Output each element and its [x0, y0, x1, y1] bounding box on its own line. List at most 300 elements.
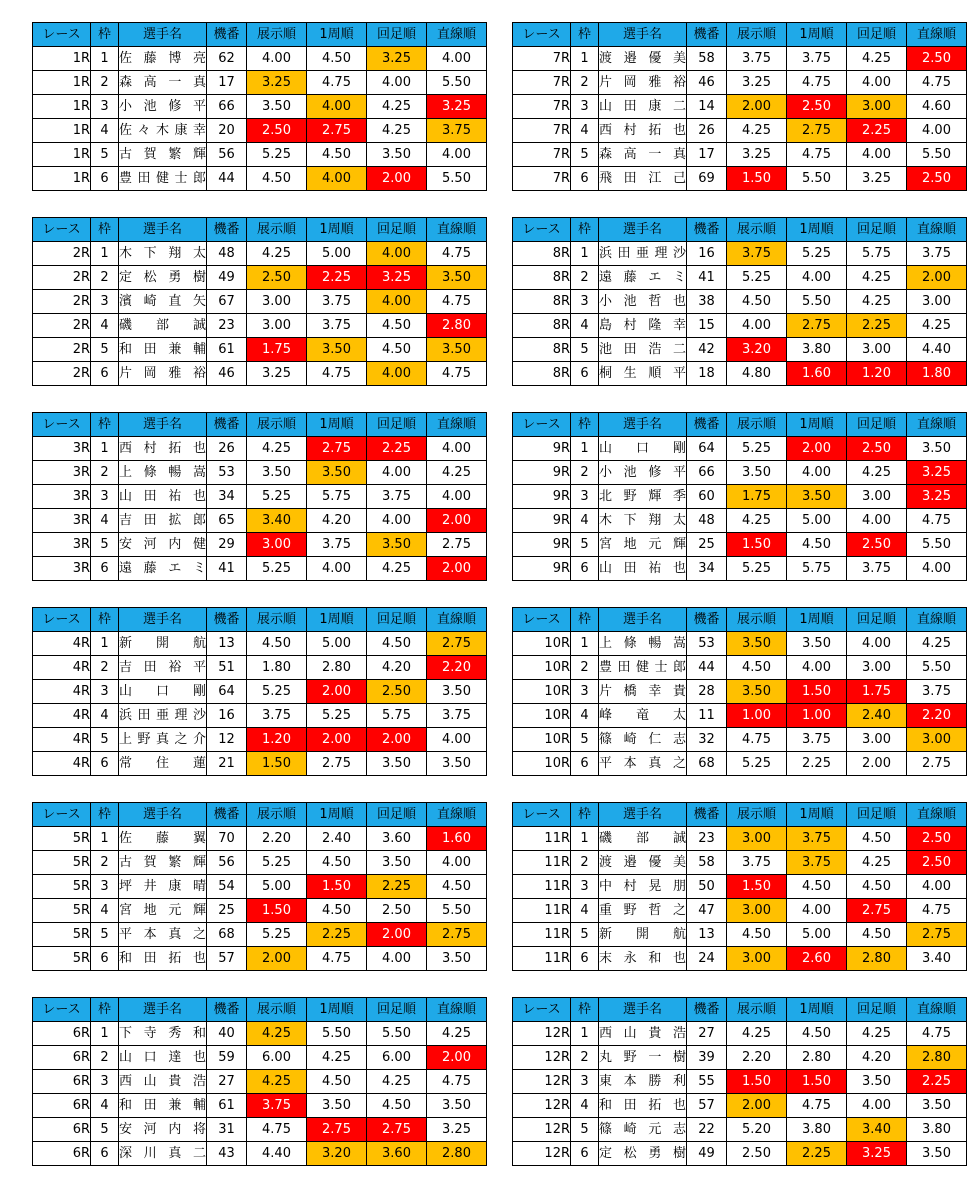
table-row: [33, 1118, 487, 1142]
race-table-7R: [512, 22, 967, 191]
racer-name: 常住蓮: [119, 752, 207, 776]
waku-number: 6: [91, 167, 119, 191]
lap-time: 4.75: [307, 947, 367, 971]
column-header: 機番: [687, 23, 727, 47]
waku-number: 6: [571, 167, 599, 191]
turn-time: 6.00: [367, 1046, 427, 1070]
race-table-6R: [32, 997, 487, 1166]
waku-number: 6: [91, 362, 119, 386]
lap-time: 5.75: [307, 485, 367, 509]
table-row: [33, 71, 487, 95]
exhibition-time: 5.00: [247, 875, 307, 899]
waku-number: 2: [91, 461, 119, 485]
racer-name: 木下翔太: [119, 242, 207, 266]
race-table-2R: [32, 217, 487, 386]
lap-time: 3.75: [307, 314, 367, 338]
lap-time: 3.75: [787, 827, 847, 851]
machine-number: 29: [207, 533, 247, 557]
straight-time: 4.25: [907, 314, 967, 338]
straight-time: 5.50: [907, 143, 967, 167]
waku-number: 4: [91, 1094, 119, 1118]
race-number: 5R: [33, 851, 91, 875]
column-header: 回足順: [847, 803, 907, 827]
column-header: 機番: [687, 413, 727, 437]
race-number: 8R: [513, 266, 571, 290]
table-row: [33, 1022, 487, 1046]
machine-number: 40: [207, 1022, 247, 1046]
straight-time: 3.50: [427, 338, 487, 362]
exhibition-time: 5.25: [247, 557, 307, 581]
table-row: [513, 947, 967, 971]
table-row: [33, 290, 487, 314]
race-number: 6R: [33, 1070, 91, 1094]
exhibition-time: 5.25: [247, 851, 307, 875]
table-row: [33, 1142, 487, 1166]
race-number: 8R: [513, 290, 571, 314]
race-number: 7R: [513, 167, 571, 191]
machine-number: 41: [687, 266, 727, 290]
race-number: 7R: [513, 71, 571, 95]
column-header: 選手名: [599, 23, 687, 47]
race-number: 7R: [513, 47, 571, 71]
turn-time: 3.60: [367, 827, 427, 851]
straight-time: 4.25: [427, 461, 487, 485]
waku-number: 6: [571, 752, 599, 776]
turn-time: 4.50: [847, 923, 907, 947]
turn-time: 4.50: [367, 314, 427, 338]
table-header-row: [513, 803, 967, 827]
racer-name: 片橋幸貴: [599, 680, 687, 704]
waku-number: 6: [571, 947, 599, 971]
lap-time: 1.00: [787, 704, 847, 728]
waku-number: 5: [571, 143, 599, 167]
column-header: 展示順: [247, 413, 307, 437]
machine-number: 17: [687, 143, 727, 167]
turn-time: 3.50: [367, 851, 427, 875]
turn-time: 2.00: [847, 752, 907, 776]
racer-name: 磯部誠: [599, 827, 687, 851]
waku-number: 5: [571, 338, 599, 362]
straight-time: 4.00: [427, 485, 487, 509]
race-table-10R: [512, 607, 967, 776]
race-number: 8R: [513, 362, 571, 386]
waku-number: 3: [91, 95, 119, 119]
race-number: 1R: [33, 167, 91, 191]
exhibition-time: 3.75: [247, 1094, 307, 1118]
race-number: 10R: [513, 632, 571, 656]
machine-number: 26: [207, 437, 247, 461]
column-header: 1周順: [307, 803, 367, 827]
machine-number: 20: [207, 119, 247, 143]
machine-number: 31: [207, 1118, 247, 1142]
straight-time: 3.50: [427, 752, 487, 776]
lap-time: 3.75: [307, 290, 367, 314]
waku-number: 6: [91, 1142, 119, 1166]
straight-time: 3.50: [427, 1094, 487, 1118]
lap-time: 4.50: [307, 143, 367, 167]
table-header-row: [513, 608, 967, 632]
table-header-row: [33, 803, 487, 827]
column-header: 選手名: [599, 803, 687, 827]
column-header: 直線順: [907, 608, 967, 632]
lap-time: 4.75: [307, 71, 367, 95]
turn-time: 3.25: [367, 266, 427, 290]
straight-time: 3.75: [427, 704, 487, 728]
exhibition-time: 2.00: [247, 947, 307, 971]
lap-time: 4.25: [307, 1046, 367, 1070]
straight-time: 5.50: [427, 71, 487, 95]
machine-number: 11: [687, 704, 727, 728]
race-number: 2R: [33, 242, 91, 266]
machine-number: 50: [687, 875, 727, 899]
lap-time: 4.00: [307, 557, 367, 581]
turn-time: 4.25: [847, 1022, 907, 1046]
race-number: 9R: [513, 557, 571, 581]
column-header: レース: [33, 998, 91, 1022]
exhibition-time: 4.50: [727, 656, 787, 680]
racer-name: 安河内健: [119, 533, 207, 557]
column-header: 1周順: [787, 413, 847, 437]
racer-name: 山口達也: [119, 1046, 207, 1070]
column-header: 展示順: [727, 23, 787, 47]
racer-name: 和田兼輔: [119, 1094, 207, 1118]
machine-number: 69: [687, 167, 727, 191]
straight-time: 4.75: [907, 509, 967, 533]
column-header: 展示順: [247, 218, 307, 242]
race-number: 4R: [33, 680, 91, 704]
exhibition-time: 1.50: [727, 1070, 787, 1094]
racer-name: 片岡雅裕: [599, 71, 687, 95]
column-header: 1周順: [787, 218, 847, 242]
turn-time: 2.25: [847, 119, 907, 143]
straight-time: 4.75: [427, 362, 487, 386]
exhibition-time: 3.25: [727, 143, 787, 167]
machine-number: 64: [687, 437, 727, 461]
lap-time: 2.00: [787, 437, 847, 461]
column-header: 選手名: [599, 218, 687, 242]
column-header: 直線順: [907, 413, 967, 437]
table-row: [513, 827, 967, 851]
waku-number: 6: [571, 362, 599, 386]
lap-time: 3.50: [307, 1094, 367, 1118]
exhibition-time: 4.25: [247, 1070, 307, 1094]
table-row: [33, 827, 487, 851]
lap-time: 4.50: [307, 47, 367, 71]
lap-time: 2.80: [307, 656, 367, 680]
lap-time: 4.50: [307, 1070, 367, 1094]
table-row: [33, 143, 487, 167]
racer-name: 宮地元輝: [599, 533, 687, 557]
column-header: 直線順: [907, 998, 967, 1022]
turn-time: 3.75: [847, 557, 907, 581]
exhibition-time: 1.50: [247, 899, 307, 923]
column-header: 回足順: [847, 218, 907, 242]
column-header: 選手名: [599, 413, 687, 437]
column-header: 1周順: [307, 413, 367, 437]
waku-number: 5: [91, 533, 119, 557]
exhibition-time: 4.50: [247, 167, 307, 191]
machine-number: 44: [207, 167, 247, 191]
exhibition-time: 3.25: [247, 71, 307, 95]
waku-number: 1: [571, 632, 599, 656]
table-header-row: [513, 998, 967, 1022]
machine-number: 12: [207, 728, 247, 752]
turn-time: 4.25: [367, 1070, 427, 1094]
racer-name: 篠崎元志: [599, 1118, 687, 1142]
table-row: [33, 875, 487, 899]
table-row: [33, 47, 487, 71]
lap-time: 1.50: [787, 1070, 847, 1094]
table-row: [513, 509, 967, 533]
column-header: 展示順: [727, 608, 787, 632]
column-header: 枠: [571, 998, 599, 1022]
machine-number: 59: [207, 1046, 247, 1070]
turn-time: 3.00: [847, 485, 907, 509]
racer-name: 東本勝利: [599, 1070, 687, 1094]
waku-number: 4: [91, 314, 119, 338]
machine-number: 32: [687, 728, 727, 752]
column-header: 機番: [207, 803, 247, 827]
exhibition-time: 4.50: [727, 290, 787, 314]
exhibition-time: 1.75: [247, 338, 307, 362]
column-header: 1周順: [307, 998, 367, 1022]
waku-number: 2: [571, 71, 599, 95]
machine-number: 54: [207, 875, 247, 899]
column-header: レース: [513, 23, 571, 47]
table-row: [33, 242, 487, 266]
machine-number: 66: [687, 461, 727, 485]
lap-time: 4.50: [307, 851, 367, 875]
exhibition-time: 5.25: [727, 266, 787, 290]
straight-time: 2.50: [907, 47, 967, 71]
straight-time: 1.80: [907, 362, 967, 386]
waku-number: 6: [571, 557, 599, 581]
racer-name: 浜田亜理沙: [599, 242, 687, 266]
machine-number: 18: [687, 362, 727, 386]
exhibition-time: 2.50: [247, 119, 307, 143]
exhibition-time: 4.50: [727, 923, 787, 947]
waku-number: 5: [571, 1118, 599, 1142]
exhibition-time: 3.50: [727, 680, 787, 704]
straight-time: 2.80: [427, 314, 487, 338]
straight-time: 3.50: [427, 266, 487, 290]
race-number: 6R: [33, 1022, 91, 1046]
racer-name: 磯部誠: [119, 314, 207, 338]
exhibition-time: 3.75: [727, 242, 787, 266]
machine-number: 23: [207, 314, 247, 338]
exhibition-time: 4.40: [247, 1142, 307, 1166]
exhibition-time: 3.00: [727, 899, 787, 923]
column-header: 選手名: [119, 23, 207, 47]
waku-number: 1: [571, 437, 599, 461]
table-row: [513, 557, 967, 581]
column-header: 回足順: [367, 803, 427, 827]
race-table-1R: [32, 22, 487, 191]
turn-time: 2.50: [367, 899, 427, 923]
table-row: [513, 1142, 967, 1166]
lap-time: 3.80: [787, 1118, 847, 1142]
exhibition-time: 3.00: [247, 290, 307, 314]
turn-time: 3.50: [367, 752, 427, 776]
lap-time: 2.75: [307, 1118, 367, 1142]
race-table-12R: [512, 997, 967, 1166]
column-header: 機番: [687, 803, 727, 827]
turn-time: 3.00: [847, 95, 907, 119]
lap-time: 3.50: [307, 338, 367, 362]
column-header: 1周順: [307, 608, 367, 632]
turn-time: 2.50: [847, 533, 907, 557]
table-row: [33, 338, 487, 362]
exhibition-time: 4.80: [727, 362, 787, 386]
turn-time: 4.25: [367, 557, 427, 581]
race-number: 6R: [33, 1094, 91, 1118]
racer-name: 山田康二: [599, 95, 687, 119]
column-header: 枠: [91, 23, 119, 47]
waku-number: 4: [571, 119, 599, 143]
table-row: [33, 119, 487, 143]
lap-time: 5.50: [307, 1022, 367, 1046]
turn-time: 2.25: [367, 437, 427, 461]
exhibition-time: 4.00: [727, 314, 787, 338]
straight-time: 4.75: [907, 899, 967, 923]
exhibition-time: 3.75: [727, 47, 787, 71]
straight-time: 3.40: [907, 947, 967, 971]
straight-time: 2.80: [427, 1142, 487, 1166]
racer-name: 遠藤エミ: [119, 557, 207, 581]
machine-number: 38: [687, 290, 727, 314]
machine-number: 13: [687, 923, 727, 947]
lap-time: 3.75: [307, 533, 367, 557]
waku-number: 4: [571, 704, 599, 728]
lap-time: 3.75: [787, 47, 847, 71]
waku-number: 5: [571, 923, 599, 947]
lap-time: 2.40: [307, 827, 367, 851]
racer-name: 新開航: [599, 923, 687, 947]
column-header: 機番: [207, 413, 247, 437]
straight-time: 1.60: [427, 827, 487, 851]
column-header: 選手名: [599, 998, 687, 1022]
column-header: 回足順: [367, 23, 427, 47]
straight-time: 3.75: [427, 119, 487, 143]
race-number: 2R: [33, 290, 91, 314]
turn-time: 4.25: [847, 47, 907, 71]
straight-time: 2.50: [907, 167, 967, 191]
race-number: 9R: [513, 461, 571, 485]
machine-number: 68: [207, 923, 247, 947]
race-number: 4R: [33, 656, 91, 680]
racer-name: 上條暢嵩: [119, 461, 207, 485]
racer-name: 新開航: [119, 632, 207, 656]
lap-time: 2.00: [307, 680, 367, 704]
turn-time: 4.00: [367, 242, 427, 266]
lap-time: 3.20: [307, 1142, 367, 1166]
racer-name: 吉田裕平: [119, 656, 207, 680]
straight-time: 4.75: [427, 290, 487, 314]
table-row: [33, 680, 487, 704]
exhibition-time: 3.00: [727, 827, 787, 851]
lap-time: 4.00: [787, 266, 847, 290]
race-number: 12R: [513, 1118, 571, 1142]
exhibition-time: 2.00: [727, 1094, 787, 1118]
table-row: [513, 533, 967, 557]
straight-time: 2.50: [907, 827, 967, 851]
column-header: 選手名: [599, 608, 687, 632]
lap-time: 4.75: [787, 1094, 847, 1118]
turn-time: 4.00: [847, 509, 907, 533]
table-row: [33, 266, 487, 290]
column-header: 枠: [91, 608, 119, 632]
turn-time: 3.25: [847, 167, 907, 191]
machine-number: 21: [207, 752, 247, 776]
racer-name: 渡邉優美: [599, 47, 687, 71]
table-row: [513, 314, 967, 338]
race-number: 10R: [513, 656, 571, 680]
turn-time: 1.75: [847, 680, 907, 704]
exhibition-time: 5.25: [247, 143, 307, 167]
racer-name: 峰竜太: [599, 704, 687, 728]
lap-time: 5.25: [307, 704, 367, 728]
machine-number: 25: [687, 533, 727, 557]
race-number: 12R: [513, 1070, 571, 1094]
racer-name: 豊田健士郎: [599, 656, 687, 680]
turn-time: 4.50: [367, 632, 427, 656]
column-header: 展示順: [727, 803, 787, 827]
straight-time: 2.75: [427, 923, 487, 947]
waku-number: 1: [91, 827, 119, 851]
exhibition-time: 1.00: [727, 704, 787, 728]
straight-time: 3.25: [427, 1118, 487, 1142]
lap-time: 4.50: [307, 899, 367, 923]
machine-number: 46: [207, 362, 247, 386]
turn-time: 4.50: [847, 827, 907, 851]
table-header-row: [513, 413, 967, 437]
racer-name: 小池哲也: [599, 290, 687, 314]
race-number: 4R: [33, 728, 91, 752]
racer-name: 上野真之介: [119, 728, 207, 752]
lap-time: 2.75: [787, 119, 847, 143]
straight-time: 3.80: [907, 1118, 967, 1142]
straight-time: 2.50: [907, 851, 967, 875]
racer-name: 深川真二: [119, 1142, 207, 1166]
straight-time: 5.50: [427, 899, 487, 923]
lap-time: 3.75: [787, 728, 847, 752]
column-header: 回足順: [367, 608, 427, 632]
racer-name: 小池修平: [119, 95, 207, 119]
race-number: 3R: [33, 485, 91, 509]
column-header: レース: [33, 218, 91, 242]
machine-number: 46: [687, 71, 727, 95]
race-number: 3R: [33, 461, 91, 485]
table-row: [33, 485, 487, 509]
turn-time: 4.00: [847, 143, 907, 167]
racer-name: 古賀繁輝: [119, 851, 207, 875]
machine-number: 43: [207, 1142, 247, 1166]
machine-number: 53: [687, 632, 727, 656]
racer-name: 渡邉優美: [599, 851, 687, 875]
race-number: 6R: [33, 1118, 91, 1142]
racer-name: 桐生順平: [599, 362, 687, 386]
turn-time: 4.20: [367, 656, 427, 680]
turn-time: 2.50: [847, 437, 907, 461]
machine-number: 34: [687, 557, 727, 581]
waku-number: 1: [571, 242, 599, 266]
race-number: 12R: [513, 1046, 571, 1070]
table-row: [513, 704, 967, 728]
waku-number: 3: [91, 875, 119, 899]
lap-time: 4.50: [787, 875, 847, 899]
race-number: 2R: [33, 338, 91, 362]
lap-time: 2.25: [307, 266, 367, 290]
